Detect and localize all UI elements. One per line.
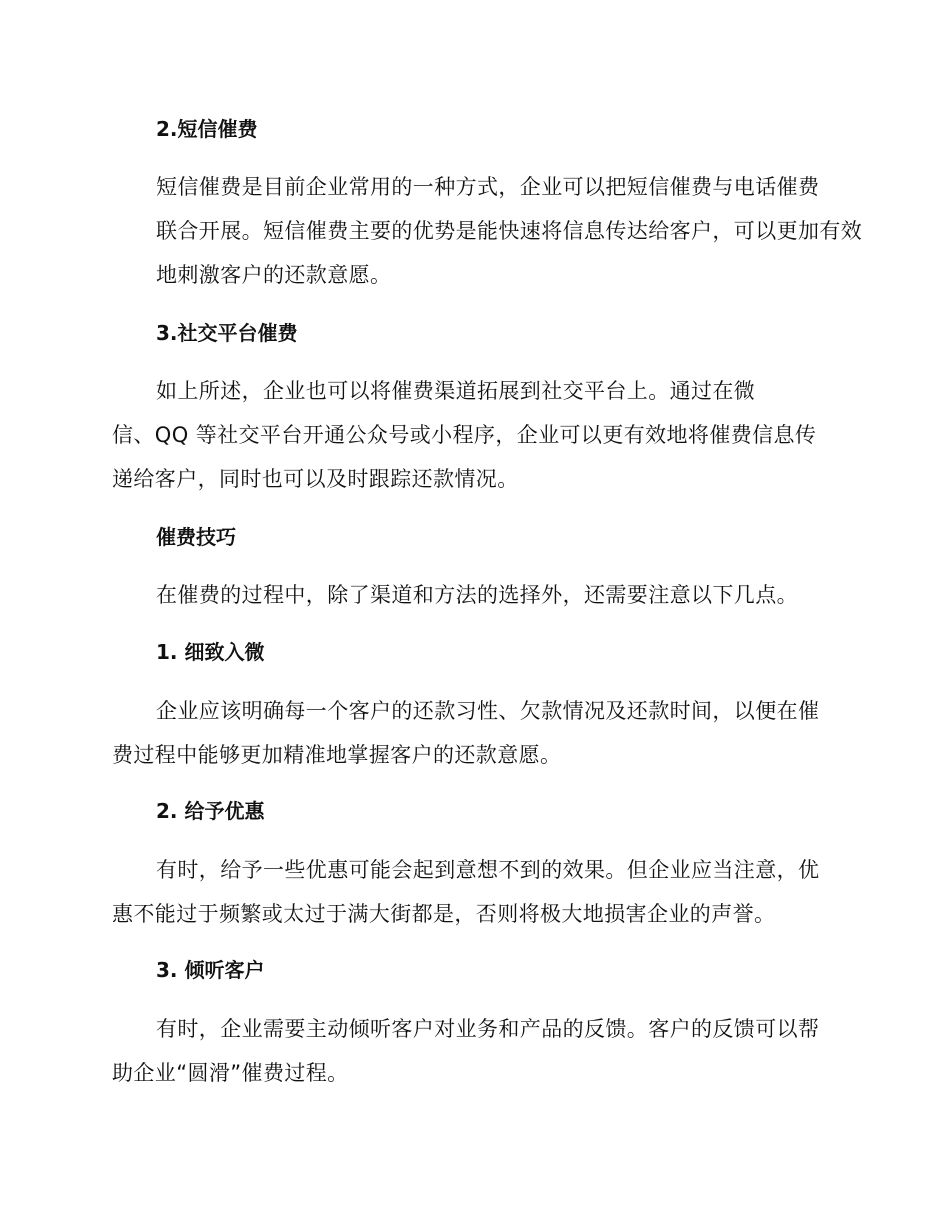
paragraph-line: 有时，企业需要主动倾听客户对业务和产品的反馈。客户的反馈可以帮 bbox=[156, 1017, 820, 1041]
paragraph-line: 助企业“圆滑”催费过程。 bbox=[112, 1061, 349, 1085]
paragraph-line: 如上所述，企业也可以将催费渠道拓展到社交平台上。通过在微 bbox=[156, 379, 756, 403]
section-heading-give-discounts: 2. 给予优惠 bbox=[156, 799, 265, 823]
section-paragraph-give-discounts bbox=[112, 848, 834, 936]
section-paragraph-social-platform bbox=[112, 369, 834, 501]
section-paragraph-listen-to-customers bbox=[112, 1007, 834, 1095]
section-heading-sms-reminder: 2.短信催费 bbox=[156, 117, 258, 141]
paragraph-line: 有时，给予一些优惠可能会起到意想不到的效果。但企业应当注意，优 bbox=[156, 858, 820, 882]
paragraph-line: 短信催费是目前企业常用的一种方式，企业可以把短信催费与电话催费 bbox=[156, 175, 820, 199]
section-paragraph-sms-reminder bbox=[112, 165, 863, 297]
paragraph-line: 在催费的过程中，除了渠道和方法的选择外，还需要注意以下几点。 bbox=[156, 583, 798, 607]
paragraph-line: 信、QQ 等社交平台开通公众号或小程序，企业可以更有效地将催费信息传 bbox=[112, 423, 817, 447]
section-paragraph-tips bbox=[112, 573, 834, 617]
paragraph-line: 费过程中能够更加精准地掌握客户的还款意愿。 bbox=[112, 743, 562, 767]
section-heading-tips: 催费技巧 bbox=[156, 525, 236, 549]
section-heading-listen-to-customers: 3. 倾听客户 bbox=[156, 958, 265, 982]
paragraph-line: 递给客户，同时也可以及时跟踪还款情况。 bbox=[112, 467, 519, 491]
paragraph-line: 企业应该明确每一个客户的还款习性、欠款情况及还款时间，以便在催 bbox=[156, 699, 820, 723]
section-paragraph-attention-to-detail bbox=[112, 689, 834, 777]
paragraph-line: 惠不能过于频繁或太过于满大街都是，否则将极大地损害企业的声誉。 bbox=[112, 902, 776, 926]
section-heading-attention-to-detail: 1. 细致入微 bbox=[156, 640, 265, 664]
paragraph-line: 地刺激客户的还款意愿。 bbox=[156, 263, 392, 287]
paragraph-line: 联合开展。短信催费主要的优势是能快速将信息传达给客户，可以更加有效 bbox=[156, 219, 863, 243]
section-heading-social-platform: 3.社交平台催费 bbox=[156, 321, 298, 345]
